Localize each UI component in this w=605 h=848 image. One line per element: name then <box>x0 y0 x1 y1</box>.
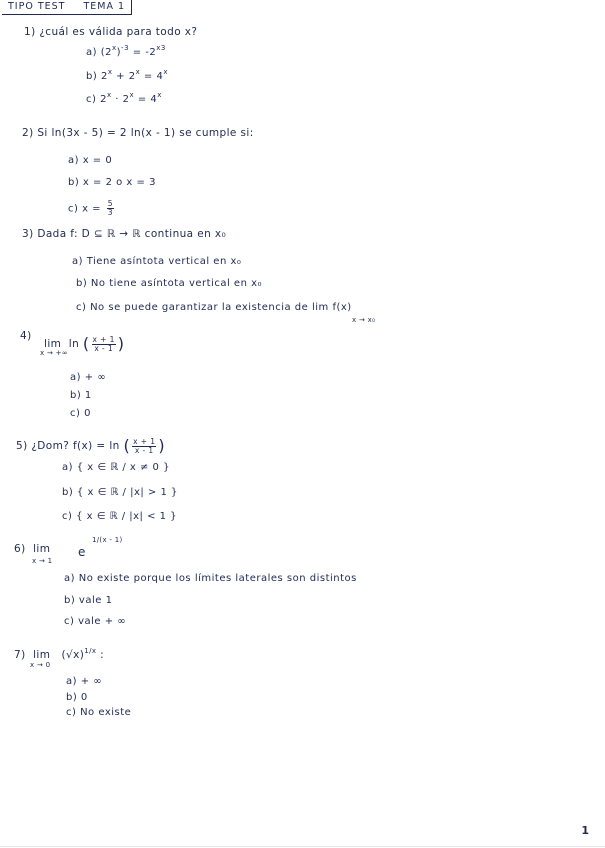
question-6-option-c: c) vale + ∞ <box>64 616 127 627</box>
option-expr: = 4 <box>134 94 158 105</box>
question-2-option-c <box>68 200 116 217</box>
question-3-text: Dada f: D ⊆ ℝ → ℝ continua en x₀ <box>37 228 227 240</box>
option-label: c) <box>86 94 97 105</box>
question-1-option-c <box>86 91 162 105</box>
question-7-limit-subscript: x → 0 <box>30 661 51 669</box>
fraction-denominator: x - 1 <box>134 445 154 455</box>
option-expr: · 2 <box>111 94 130 105</box>
option-expr: = -2 <box>129 47 157 58</box>
question-6-exponent: 1/(x - 1) <box>92 536 123 544</box>
limit-operator: lim <box>33 649 51 661</box>
option-exp: x <box>135 68 141 76</box>
question-7-number: 7) <box>14 649 26 661</box>
log-operator: ln <box>68 338 80 350</box>
question-6-number: 6) <box>14 543 26 555</box>
question-3 <box>22 228 226 240</box>
question-1 <box>24 26 197 38</box>
header-tipo: TIPO TEST <box>8 1 66 12</box>
question-5-option-b: b) { x ∈ ℝ / |x| > 1 } <box>62 487 178 498</box>
limit-operator: lim <box>33 543 51 555</box>
fraction-denominator: x - 1 <box>94 343 113 353</box>
option-expr: 2 <box>100 94 107 105</box>
question-7-option-a: a) + ∞ <box>66 676 103 687</box>
option-exp: -3 <box>121 44 130 52</box>
question-3-number: 3) <box>22 228 34 240</box>
question-1-number: 1) <box>24 26 36 38</box>
option-expr: = 4 <box>140 71 164 82</box>
limit-expression: (√x) <box>61 649 85 661</box>
question-2 <box>22 127 254 139</box>
option-exp: x <box>106 91 112 99</box>
paren-close: ) <box>117 334 125 353</box>
option-expr: ) <box>116 47 122 58</box>
fraction-numerator: 5 <box>107 199 114 208</box>
option-exp: x <box>129 91 135 99</box>
question-3-option-a: a) Tiene asíntota vertical en x₀ <box>72 256 242 267</box>
colon: : <box>100 649 105 661</box>
question-2-option-a: a) x = 0 <box>68 155 113 166</box>
question-5-number: 5) <box>16 440 28 452</box>
paren-close: ) <box>158 436 166 455</box>
header-box <box>2 0 132 15</box>
page-number: 1 <box>581 824 589 837</box>
option-expr: (2 <box>100 47 112 58</box>
paren-open: ( <box>123 436 131 455</box>
question-5 <box>16 436 165 455</box>
question-2-option-b: b) x = 2 o x = 3 <box>68 177 156 188</box>
fraction <box>107 200 114 217</box>
fraction-numerator: x + 1 <box>92 334 115 344</box>
option-exp: x <box>111 44 117 52</box>
question-6-limit-subscript: x → 1 <box>32 557 53 565</box>
option-exp: x <box>157 91 162 99</box>
question-4-option-c: c) 0 <box>70 408 91 419</box>
fraction-denominator: 3 <box>107 208 114 217</box>
option-exp: x <box>163 68 168 76</box>
question-1-text: ¿cuál es válida para todo x? <box>39 26 198 38</box>
question-2-text: Si ln(3x - 5) = 2 ln(x - 1) se cumple si: <box>37 127 254 139</box>
question-3-option-c: c) No se puede garantizar la existencia de lim f(x) <box>76 302 352 313</box>
option-label: b) <box>86 71 98 82</box>
option-expr: 2 <box>100 71 108 82</box>
fraction <box>132 438 156 455</box>
question-5-option-a: a) { x ∈ ℝ / x ≠ 0 } <box>62 462 170 473</box>
option-label: a) <box>86 47 98 58</box>
question-6-base: e <box>78 545 86 559</box>
question-5-text: ¿Dom? f(x) = ln <box>31 440 120 452</box>
bottom-edge <box>0 846 605 847</box>
option-exp: x3 <box>156 44 166 52</box>
question-6-option-a: a) No existe porque los límites laterales son distintos <box>64 573 357 584</box>
option-exp: x <box>107 68 113 76</box>
header-tema: TEMA 1 <box>83 1 126 12</box>
question-7-option-c: c) No existe <box>66 707 132 718</box>
question-7-option-b: b) 0 <box>66 692 88 703</box>
fraction <box>92 336 116 353</box>
question-4-option-b: b) 1 <box>70 390 92 401</box>
question-4-option-a: a) + ∞ <box>70 372 107 383</box>
fraction-numerator: x + 1 <box>133 436 156 446</box>
question-4-limit-subscript: x → +∞ <box>40 349 68 357</box>
limit-operator: lim <box>44 338 62 350</box>
paren-open: ( <box>82 334 90 353</box>
question-3-limit-subscript: x → x₀ <box>352 316 376 324</box>
question-7 <box>14 647 104 661</box>
question-4-number: 4) <box>20 330 32 342</box>
question-3-option-b: b) No tiene asíntota vertical en x₀ <box>76 278 263 289</box>
limit-exponent: 1/x <box>84 647 97 655</box>
option-expr: + 2 <box>112 71 136 82</box>
question-1-option-b <box>86 68 168 82</box>
question-6-option-b: b) vale 1 <box>64 595 113 606</box>
question-5-option-c: c) { x ∈ ℝ / |x| < 1 } <box>62 511 178 522</box>
question-6 <box>14 543 50 555</box>
option-label: c) x = <box>68 203 102 215</box>
question-1-option-a <box>86 44 166 58</box>
question-2-number: 2) <box>22 127 34 139</box>
